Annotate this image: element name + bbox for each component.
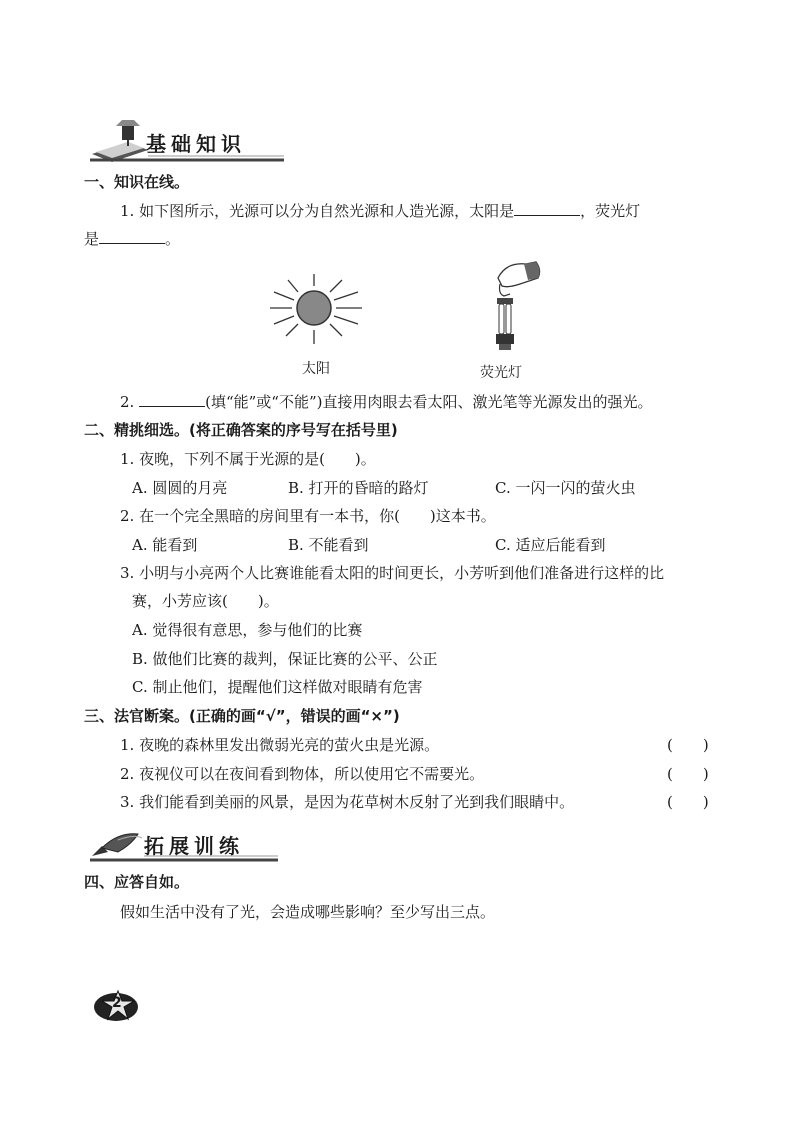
answer-blank[interactable] bbox=[139, 392, 205, 407]
mc-question-3-line1: 3. 小明与小亮两个人比赛谁能看太阳的时间更长，小芳听到他们准备进行这样的比 bbox=[120, 564, 665, 582]
banner-title: 基础知识 bbox=[146, 132, 246, 156]
part3-heading: 三、法官断案。(正确的画“√”，错误的画“×”) bbox=[84, 707, 400, 725]
mc-q3-option-a[interactable]: A. 觉得很有意思，参与他们的比赛 bbox=[132, 621, 363, 639]
mc-question-1: 1. 夜晚，下列不属于光源的是( )。 bbox=[120, 450, 376, 468]
q2-text: (填“能”或“不能”)直接用肉眼去看太阳、激光笔等光源发出的强光。 bbox=[205, 393, 653, 411]
judge-item-2: 2. 夜视仪可以在夜间看到物体，所以使用它不需要光。 bbox=[120, 765, 485, 783]
banner-basic-knowledge bbox=[88, 120, 288, 164]
lamp-caption: 荧光灯 bbox=[480, 365, 522, 381]
judge-item-1: 1. 夜晚的森林里发出微弱光亮的萤火虫是光源。 bbox=[120, 736, 440, 754]
answer-blank[interactable] bbox=[514, 201, 580, 216]
judge-answer-3[interactable]: ( ) bbox=[667, 793, 709, 811]
part4-heading: 四、应答自如。 bbox=[84, 873, 190, 891]
mc-q2-option-b[interactable]: B. 不能看到 bbox=[288, 536, 369, 554]
q2-number: 2. bbox=[120, 393, 135, 411]
q1-text-a: 1. 如下图所示，光源可以分为自然光源和人造光源，太阳是 bbox=[120, 202, 515, 220]
mc-q2-option-a[interactable]: A. 能看到 bbox=[132, 536, 198, 554]
judge-answer-2[interactable]: ( ) bbox=[667, 765, 709, 783]
judge-answer-1[interactable]: ( ) bbox=[667, 736, 709, 754]
q1-text-b: ，荧光灯 bbox=[580, 202, 641, 220]
fluorescent-lamp-illustration bbox=[480, 256, 550, 356]
open-question: 假如生活中没有了光，会造成哪些影响？至少写出三点。 bbox=[120, 903, 496, 921]
mc-question-2: 2. 在一个完全黑暗的房间里有一本书，你( )这本书。 bbox=[120, 507, 496, 525]
part2-heading: 二、精挑细选。(将正确答案的序号写在括号里) bbox=[84, 421, 398, 439]
banner-title: 拓展训练 bbox=[144, 834, 244, 858]
mc-q1-option-b[interactable]: B. 打开的昏暗的路灯 bbox=[288, 479, 429, 497]
sun-illustration bbox=[262, 272, 372, 352]
question-1-line2 bbox=[84, 229, 180, 249]
page-number: 2 bbox=[112, 995, 122, 1011]
sun-caption: 太阳 bbox=[302, 361, 330, 377]
mc-q1-option-c[interactable]: C. 一闪一闪的萤火虫 bbox=[495, 479, 636, 497]
answer-blank[interactable] bbox=[99, 229, 165, 244]
page-number-badge bbox=[88, 985, 148, 1025]
mc-question-3-line2: 赛，小芳应该( )。 bbox=[132, 592, 279, 610]
question-2 bbox=[120, 392, 652, 412]
part1-heading: 一、知识在线。 bbox=[84, 173, 190, 191]
mc-q1-option-a[interactable]: A. 圆圆的月亮 bbox=[132, 479, 228, 497]
q1-text-d: 。 bbox=[165, 230, 181, 248]
mc-q3-option-b[interactable]: B. 做他们比赛的裁判，保证比赛的公平、公正 bbox=[132, 650, 438, 668]
mc-q3-option-c[interactable]: C. 制止他们，提醒他们这样做对眼睛有危害 bbox=[132, 678, 423, 696]
judge-item-3: 3. 我们能看到美丽的风景，是因为花草树木反射了光到我们眼睛中。 bbox=[120, 793, 575, 811]
question-1-line1 bbox=[120, 201, 640, 221]
mc-q2-option-c[interactable]: C. 适应后能看到 bbox=[495, 536, 606, 554]
q1-text-c: 是 bbox=[84, 230, 100, 248]
banner-extended-training bbox=[88, 826, 283, 866]
